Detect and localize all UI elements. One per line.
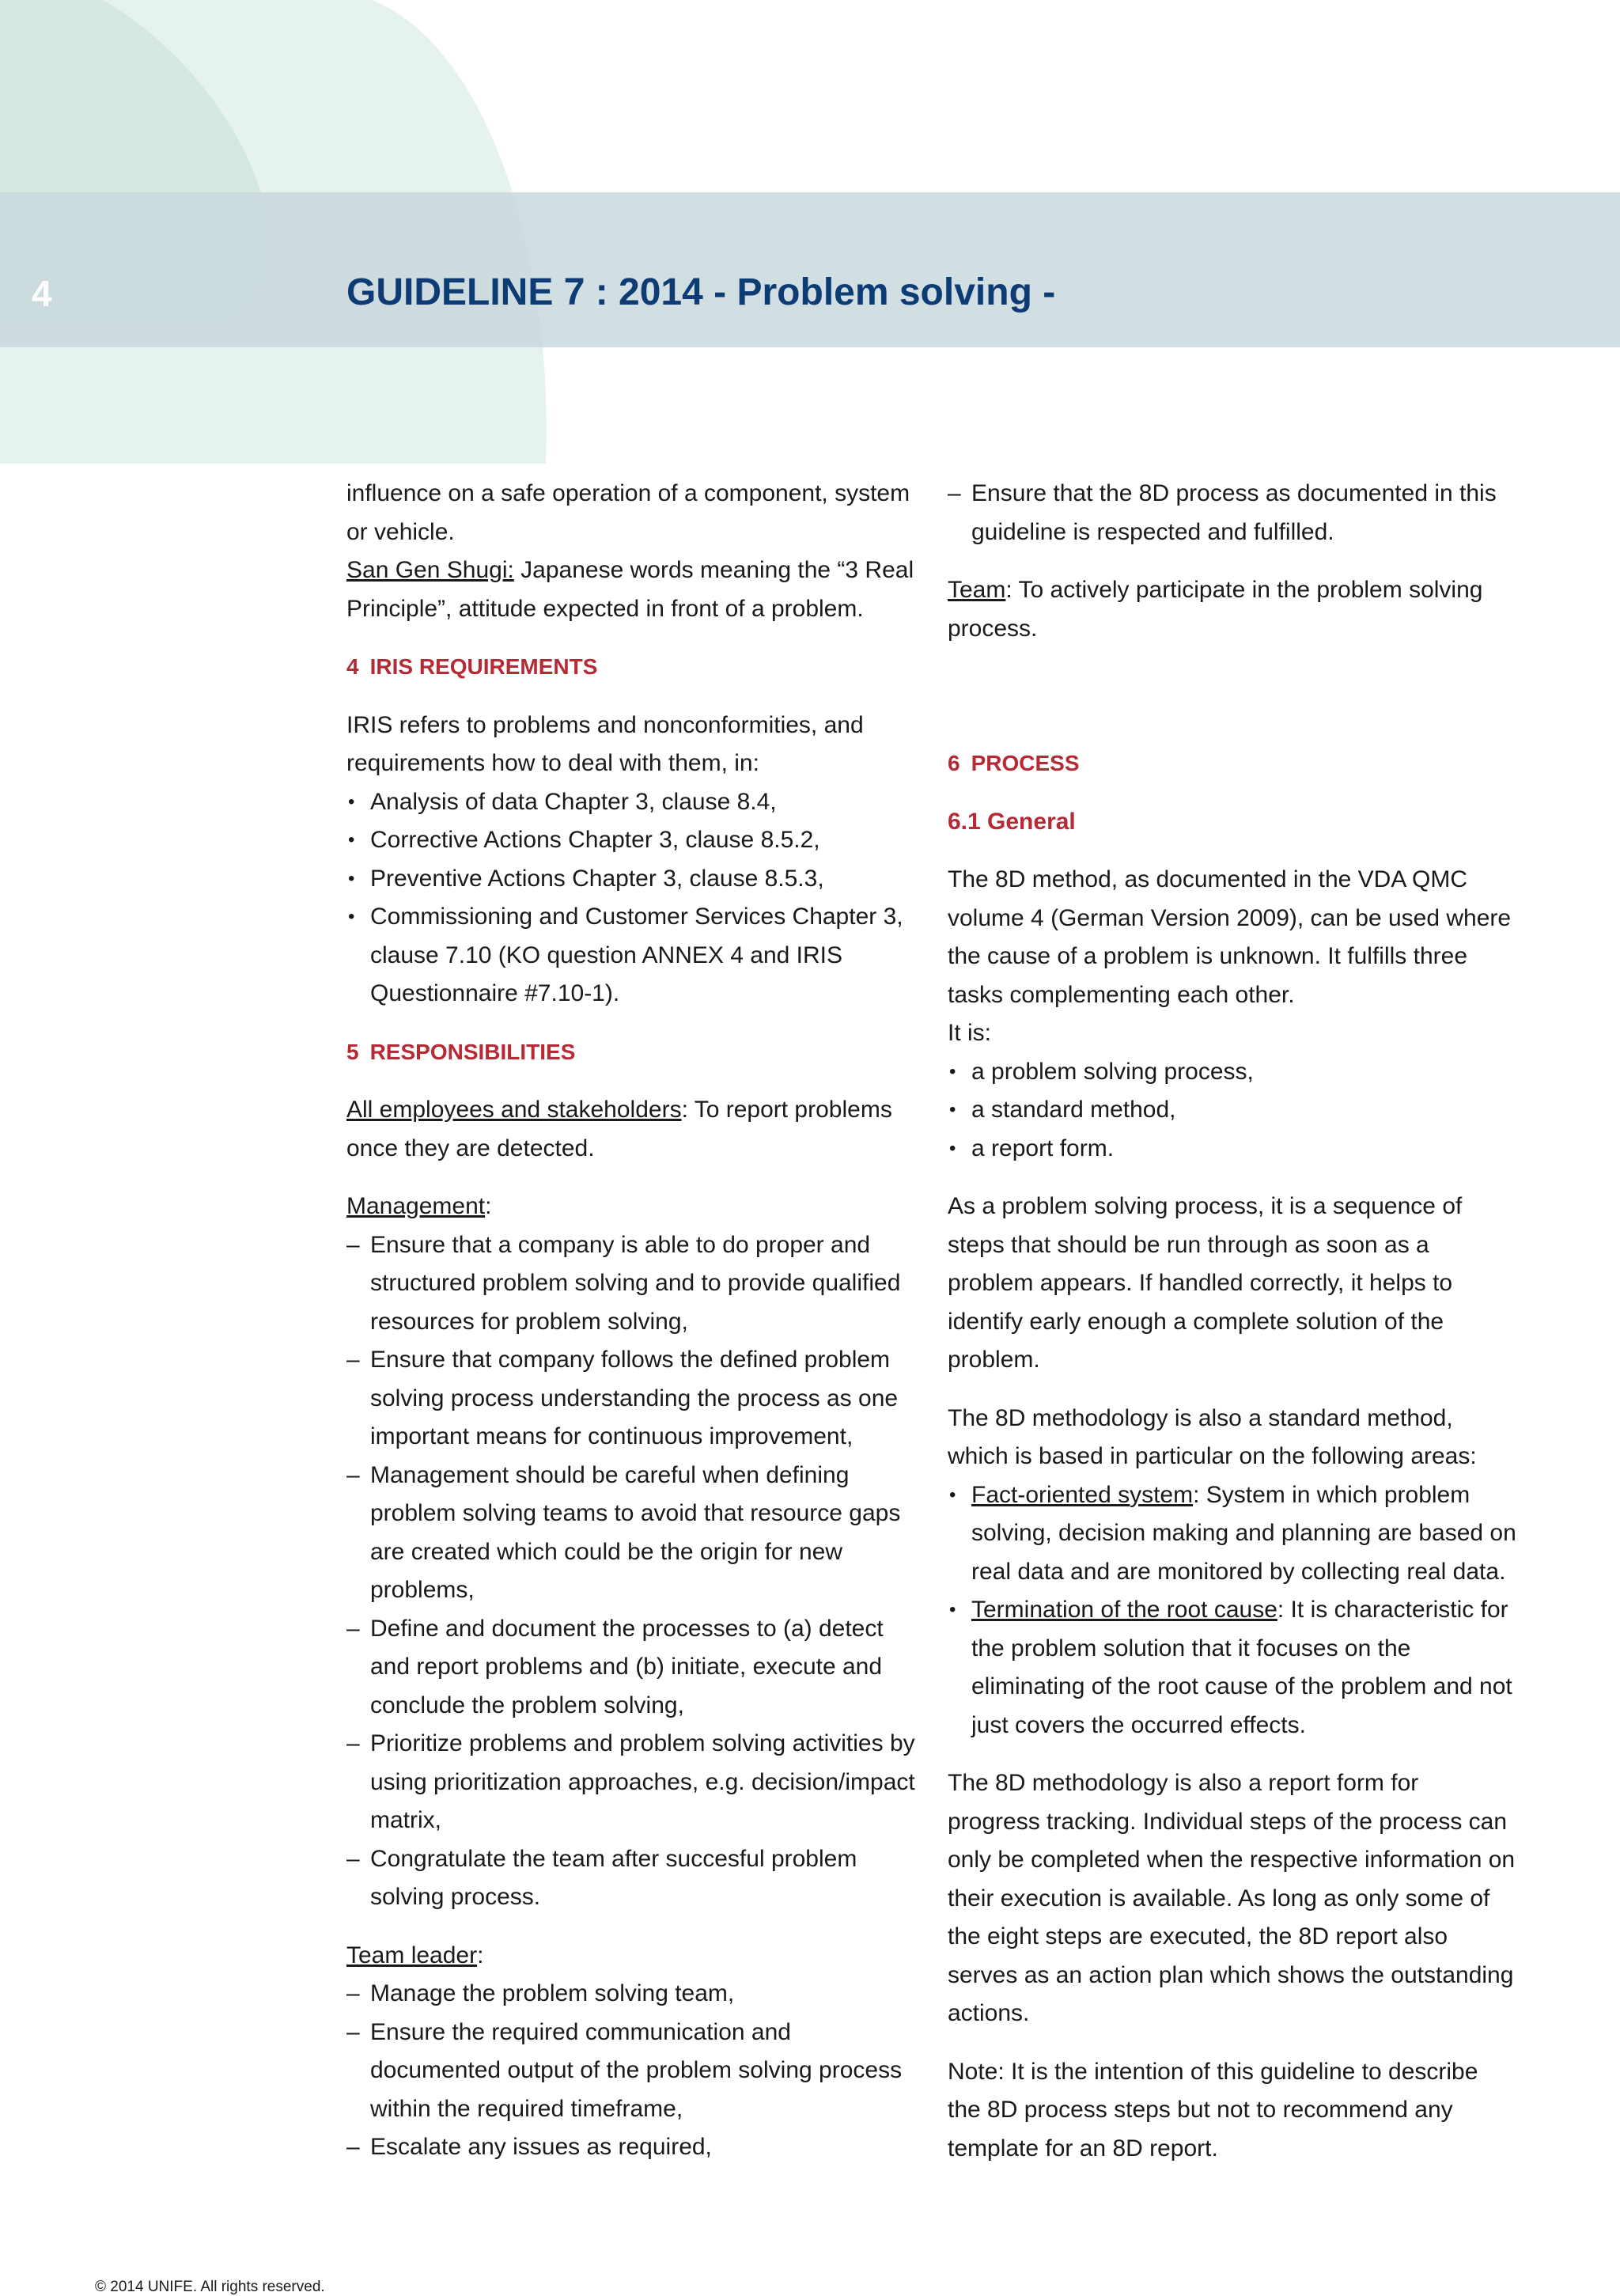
standard-method-paragraph: The 8D methodology is also a standard method, which is based in particular on the following areas: [948,1404,1477,1469]
method-roles-list [948,1053,1517,1169]
note-paragraph: Note: It is the intention of this guideline to describe the 8D process steps but not to recommend any template for an 8D report. [948,2058,1478,2161]
root-cause-text: : It is characteristic for the problem solution that it focuses on the eliminating of the root cause of the problem and not just covers the occurred effects. [971,1597,1512,1738]
fact-oriented-term: Fact-oriented system [971,1481,1194,1508]
method-role-item: • a standard method, [948,1091,1517,1130]
team-leader-item: – Ensure the required communication and documented output of the problem solving process within the required timeframe, [346,2014,916,2129]
section-6-number: 6 [948,751,960,775]
team-leader-label [346,1937,916,1976]
section-6-1-heading: 6.1 General [948,808,1076,835]
section-4-heading [346,648,916,687]
iris-list [346,783,916,1013]
team-leader-list-continued [948,475,1517,551]
team-leader-item: – Manage the problem solving team, [346,1975,916,2014]
employees-term: All employees and stakeholders [346,1097,682,1123]
team-leader-item: – Ensure that the 8D process as documented in this guideline is respected and fulfilled. [948,475,1517,551]
team-leader-term: Team leader [346,1942,478,1968]
management-list [346,1226,916,1917]
section-4-number: 4 [346,654,359,679]
fact-oriented-item [948,1476,1517,1592]
iris-intro: IRIS refers to problems and nonconformities, and requirements how to deal with them, in: [346,711,864,776]
page-title: GUIDELINE 7 : 2014 - Problem solving - [346,271,1056,313]
column-spacer [948,668,1517,744]
employees-paragraph [346,1091,916,1168]
san-gen-shugi-term: San Gen Shugi: [346,557,514,583]
employees-text: : To report problems once they are detected. [346,1097,892,1161]
san-gen-shugi-text: Japanese words meaning the “3 Real Principle”, attitude expected in front of a problem. [346,557,914,622]
standard-method-list [948,1476,1517,1745]
header-decoration [0,0,1620,475]
iris-item: • Analysis of data Chapter 3, clause 8.4, [346,783,916,822]
management-colon: : [485,1193,492,1219]
management-item: – Define and document the processes to (a) detect and report problems and (b) initiate, execute and conclude the problem solving, [346,1610,916,1726]
it-is-label: It is: [948,1020,992,1046]
management-item: – Prioritize problems and problem solving activities by using prioritization approaches, e.g. decision/impact matrix, [346,1725,916,1840]
section-5-heading [346,1033,916,1072]
intro-paragraph: influence on a safe operation of a component, system or vehicle. [346,480,910,545]
fact-oriented-text: : System in which problem solving, decision making and planning are based on real data and are monitored by collecting real data. [971,1481,1516,1585]
page-number: 4 [32,273,52,314]
management-label [346,1188,916,1226]
method-role-item: • a problem solving process, [948,1053,1517,1092]
iris-item: • Corrective Actions Chapter 3, clause 8.5.2, [346,821,916,860]
team-leader-item: – Escalate any issues as required, [346,2128,916,2167]
team-text: : To actively participate in the problem solving process. [948,577,1483,642]
section-5-number: 5 [346,1039,359,1064]
team-paragraph [948,571,1517,648]
management-item: – Ensure that a company is able to do proper and structured problem solving and to provide qualified resources for problem solving, [346,1226,916,1342]
management-term: Management [346,1193,486,1219]
root-cause-term: Termination of the root cause [971,1597,1277,1623]
san-gen-shugi-paragraph [346,551,916,628]
team-term: Team [948,577,1006,603]
report-form-paragraph: The 8D methodology is also a report form for progress tracking. Individual steps of the process can only be completed when the respective information on their execution is available. As long as only some of the eight steps are executed, the 8D report also serves as an action plan which shows the outstanding actions. [948,1770,1516,2026]
team-leader-list [346,1975,916,2167]
section-6-heading [948,744,1517,783]
iris-item: • Preventive Actions Chapter 3, clause 8.5.3, [346,860,916,899]
left-column [346,475,916,2187]
process-paragraph: As a problem solving process, it is a sequence of steps that should be run through as soon as a problem appears. If handled correctly, it helps to identify early enough a complete solution of the problem. [948,1193,1463,1373]
method-paragraph: The 8D method, as documented in the VDA QMC volume 4 (German Version 2009), can be used where the cause of a problem is unknown. It fulfills three tasks complementing each other. [948,866,1512,1008]
management-item: – Management should be careful when defining problem solving teams to avoid that resource gaps are created which could be the origin for new problems, [346,1457,916,1610]
section-6-title: PROCESS [971,751,1080,775]
method-role-item: • a report form. [948,1130,1517,1169]
right-column [948,475,1517,2188]
copyright-footer: © 2014 UNIFE. All rights reserved. [95,2279,325,2295]
section-5-title: RESPONSIBILITIES [369,1039,576,1064]
iris-item: • Commissioning and Customer Services Chapter 3, clause 7.10 (KO question ANNEX 4 and IRIS Questionnaire #7.10-1). [346,898,916,1013]
team-leader-colon: : [477,1942,484,1968]
section-4-title: IRIS REQUIREMENTS [369,654,598,679]
root-cause-item [948,1591,1517,1745]
management-item: – Congratulate the team after succesful problem solving process. [346,1840,916,1917]
management-item: – Ensure that company follows the defined problem solving process understanding the process as one important means for continuous improvement, [346,1341,916,1457]
